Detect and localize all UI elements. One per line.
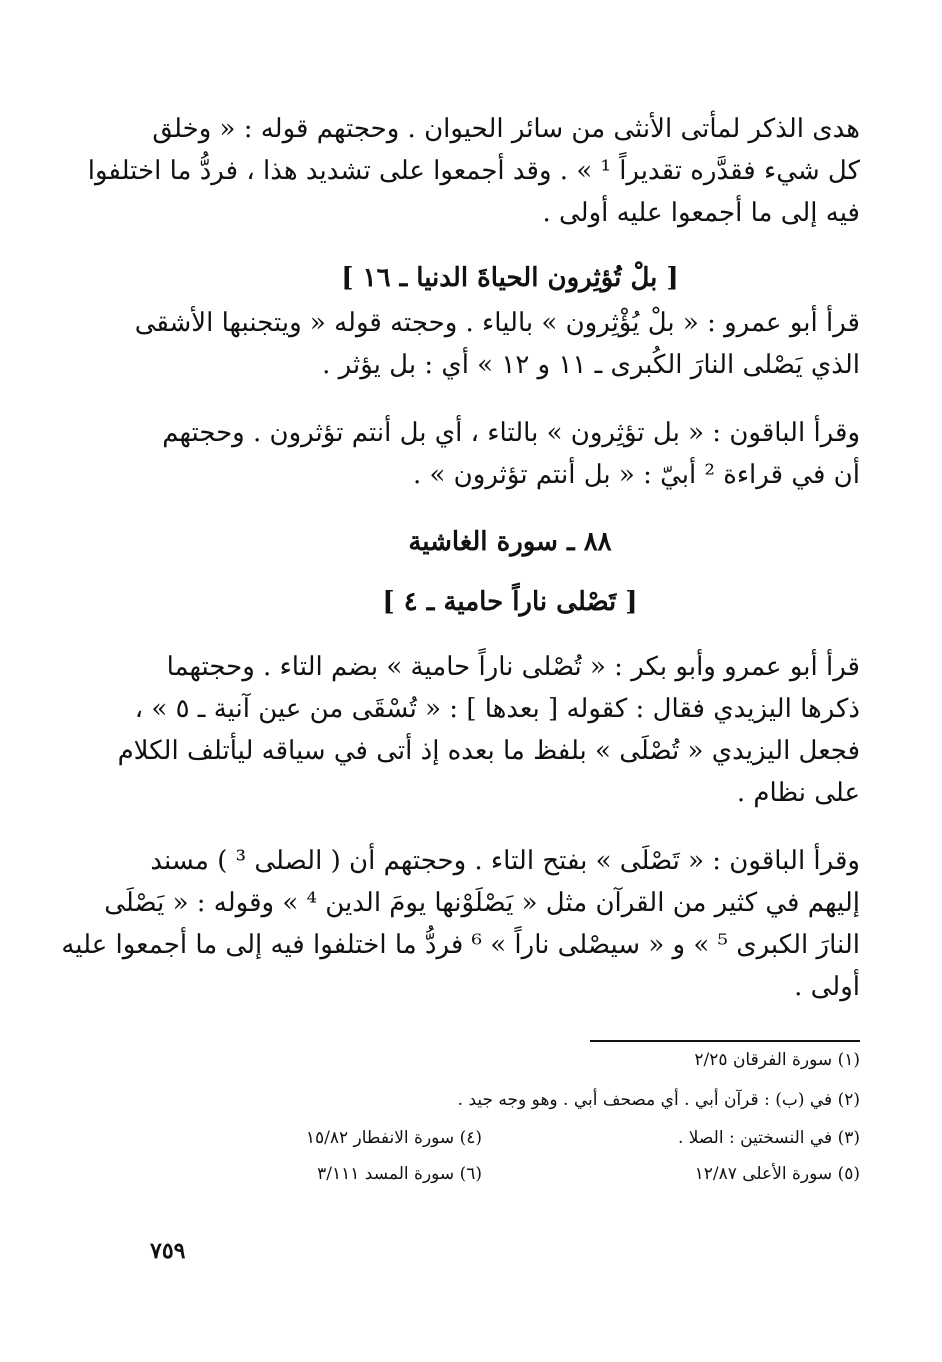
verse-heading-1: [ بلْ تُؤثِرون الحياةَ الدنيا ـ ١٦ ] — [341, 263, 679, 293]
text-line: النارَ الكبرى ⁵ » و « سيصْلى ناراً » ⁶ فردُّ ما اختلفوا فيه إلى ما أجمعوا عليه — [61, 930, 860, 960]
text-line: الذي يَصْلى النارَ الكُبرى ـ ١١ و ١٢ » أي : بل يؤثر . — [322, 350, 860, 380]
footnote-1: (١) سورة الفرقان ٢/٢٥ — [694, 1050, 860, 1070]
footnote-2: (٢) في (ب) : قرآن أبي . أي مصحف أبي . وهو وجه جيد . — [457, 1090, 860, 1110]
text-line: أولى . — [794, 972, 860, 1002]
text-line: هدى الذكر لمأتى الأنثى من سائر الحيوان . وحجتهم قوله : « وخلق — [152, 114, 860, 144]
text-line: ذكرها اليزيدي فقال : كقوله [ بعدها ] : « تُسْقَى من عين آنية ـ ٥ » ، — [134, 694, 860, 724]
text-line: إليهم في كثير من القرآن مثل « يَصْلَوْنها يومَ الدين ⁴ » وقوله : « يَصْلَى — [104, 888, 860, 918]
footnote-divider — [590, 1040, 860, 1042]
footnote-6: (٦) سورة المسد ٣/١١١ — [317, 1164, 482, 1184]
footnote-3: (٣) في النسختين : الصلا . — [677, 1128, 860, 1148]
verse-heading-2: [ تَصْلى ناراً حامية ـ ٤ ] — [382, 587, 638, 617]
text-line: قرأ أبو عمرو وأبو بكر : « تُصْلى ناراً حامية » بضم التاء . وحجتهما — [166, 652, 860, 682]
text-line: وقرأ الباقون : « تَصْلَى » بفتح التاء . وحجتهم أن ( الصلى ³ ) مسند — [150, 846, 860, 876]
text-line: على نظام . — [736, 778, 860, 808]
paragraph-3 — [160, 412, 860, 496]
footnote-5: (٥) سورة الأعلى ١٢/٨٧ — [694, 1164, 860, 1184]
paragraph-5 — [61, 840, 860, 1008]
paragraph-4 — [117, 646, 860, 814]
text-line: كل شيء فقدَّره تقديراً ¹ » . وقد أجمعوا على تشديد هذا ، فردُّ ما اختلفوا — [87, 156, 860, 186]
footnote-4: (٤) سورة الانفطار ١٥/٨٢ — [305, 1128, 482, 1148]
text-line: فجعل اليزيدي « تُصْلَى » بلفظ ما بعده إذ أتى في سياقه ليأتلف الكلام — [117, 736, 860, 766]
text-line: وقرأ الباقون : « بل تؤثِرون » بالتاء ، أي بل أنتم تؤثرون . وحجتهم — [162, 418, 860, 448]
paragraph-2 — [134, 302, 860, 386]
paragraph-1 — [87, 108, 860, 234]
text-line: فيه إلى ما أجمعوا عليه أولى . — [542, 198, 860, 228]
text-line: أن في قراءة ² أبيّ : « بل أنتم تؤثرون » . — [412, 460, 860, 490]
page-number: ٧٥٩ — [150, 1238, 186, 1264]
surah-heading: ٨٨ ـ سورة الغاشية — [408, 527, 612, 557]
text-line: قرأ أبو عمرو : « بلْ يُؤْثِرون » بالياء . وحجته قوله « ويتجنبها الأشقى — [134, 308, 860, 338]
